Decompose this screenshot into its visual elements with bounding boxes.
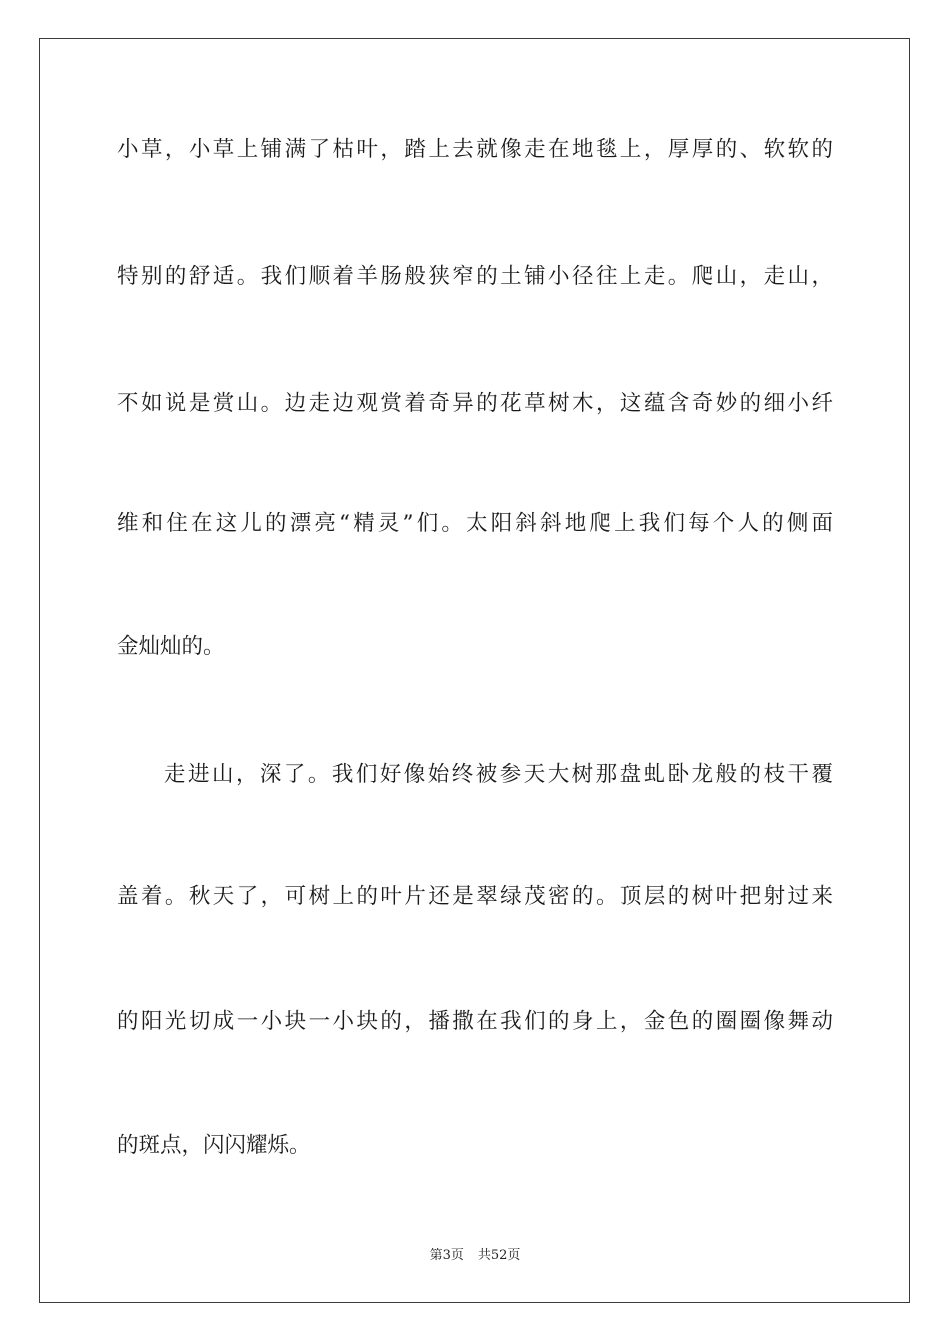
paragraph-1-line-2: 特别的舒适。我们顺着羊肠般狭窄的土铺小径往上走。爬山，走山， xyxy=(117,264,833,289)
page-footer xyxy=(0,1247,950,1265)
page-border xyxy=(39,38,910,1303)
paragraph-1-line-5: 金灿灿的。 xyxy=(117,634,225,659)
paragraph-1-line-3: 不如说是赏山。边走边观赏着奇异的花草树木，这蕴含奇妙的细小纤 xyxy=(117,391,833,416)
page-total: 共52页 xyxy=(477,1248,521,1263)
paragraph-2-line-1: 走进山，深了。我们好像始终被参天大树那盘虬卧龙般的枝干覆 xyxy=(164,762,833,787)
paragraph-1-line-4: 维和住在这儿的漂亮“精灵”们。太阳斜斜地爬上我们每个人的侧面 xyxy=(117,511,833,536)
paragraph-1-line-1: 小草，小草上铺满了枯叶，踏上去就像走在地毯上，厚厚的、软软的 xyxy=(117,137,833,162)
paragraph-2-line-4: 的斑点，闪闪耀烁。 xyxy=(117,1133,311,1158)
paragraph-2-line-2: 盖着。秋天了，可树上的叶片还是翠绿茂密的。顶层的树叶把射过来 xyxy=(117,884,833,909)
page-number: 第3页 xyxy=(429,1248,464,1263)
paragraph-2-line-3: 的阳光切成一小块一小块的，播撒在我们的身上，金色的圈圈像舞动 xyxy=(117,1009,833,1034)
